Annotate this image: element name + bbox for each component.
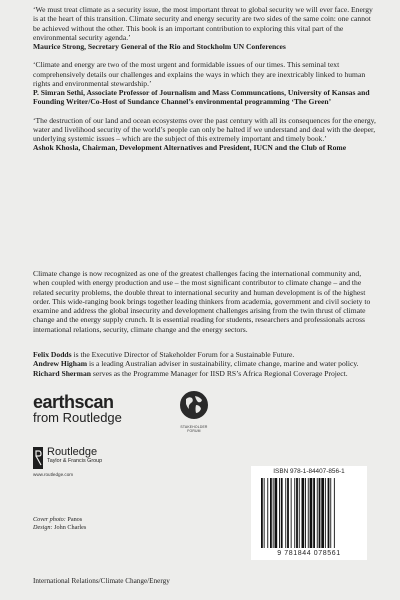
routledge-name: Routledge (47, 446, 98, 458)
stakeholder-forum-caption: STAKEHOLDER FORUM (180, 425, 208, 433)
cover-photo-label: Cover photo: (33, 516, 66, 523)
isbn-text: ISBN 978-1-84407-856-1 (273, 468, 345, 475)
endorsement-quote: ‘We must treat climate as a security issue, the most important threat to global security we will ever face. Energy is at the heart of this transition. Climate security and energy security are two sides of the same coin: one cannot be achieved without the other. This book is an important contribution to exploring this vital part of the environmental security agenda.’ (33, 5, 373, 42)
author-bio: is a leading Australian adviser in sustainability, climate change, marine and water policy. (87, 359, 359, 369)
endorsements (33, 5, 379, 162)
stakeholder-forum-logo (178, 390, 210, 438)
earthscan-from-routledge: from Routledge (33, 410, 122, 425)
barcode-digits: 9 781844 078561 (277, 550, 341, 557)
earthscan-logo (33, 393, 153, 425)
subject-category: International Relations/Climate Change/Energy (33, 577, 170, 585)
routledge-group: Taylor & Francis Group (47, 458, 103, 464)
credits (33, 516, 86, 532)
author-name: Andrew Higham (33, 359, 88, 369)
author-name: Felix Dodds (33, 350, 72, 359)
author-name: Richard Sherman (33, 368, 92, 378)
endorsement-3 (33, 116, 379, 153)
design-value: John Charles (54, 524, 87, 532)
design-label: Design: (33, 524, 53, 532)
endorsement-quote: ‘The destruction of our land and ocean ecosystems over the past century with all its consequences for the energy, water and livelihood security of the world’s people can only be halted if we understand and deal with the deeper, underlying systemic issues – which are the subject of this extremely important and timely book.’ (33, 115, 376, 143)
endorsement-attribution: P. Simran Sethi, Associate Professor of Journalism and Mass Communcations, University of Kansas and Founding Writer/Co-Host of Sundance Channel’s environmental programming ‘The Green’ (33, 88, 370, 107)
author-bio: serves as the Programme Manager for IISD RS’s Africa Regional Coverage Project. (91, 368, 348, 378)
endorsement-1 (33, 5, 379, 51)
endorsement-attribution: Ashok Khosla, Chairman, Development Alternatives and President, IUCN and the Club of Rome (33, 143, 347, 153)
cover-photo-value: Panos (67, 516, 83, 523)
globe-icon (179, 390, 209, 420)
endorsement-2 (33, 60, 379, 106)
book-description: Climate change is now recognized as one of the greatest challenges facing the international community and, when coupled with energy production and use – the most significant contributor to climate change – and the related security problems, the double threat to international security and human development is of the highest order. This wide-ranging book brings together leading thinkers from academia, government and civil society to examine and address the global insecurity and development challenges arising from the twin thrust of climate change and the energy supply crunch. It is essential reading for students, researchers and professionals across international relations, security, climate change and the energy sectors. (33, 269, 371, 334)
routledge-url: www.routledge.com (33, 472, 74, 477)
author-bios (33, 350, 379, 378)
routledge-r-icon (33, 447, 43, 469)
author-bio: is the Executive Director of Stakeholder Forum for a Sustainable Future. (71, 350, 295, 359)
isbn-barcode (251, 466, 367, 560)
endorsement-quote: ‘Climate and energy are two of the most urgent and formidable issues of our times. This seminal text comprehensively details our challenges and explains the ways in which they are inextricably linked to human rights and environmental stewardship.’ (33, 60, 366, 88)
endorsement-attribution: Maurice Strong, Secretary General of the Rio and Stockholm UN Conferences (33, 42, 286, 51)
routledge-logo (33, 446, 173, 477)
barcode-bars (259, 478, 359, 550)
earthscan-wordmark: earthscan (33, 392, 114, 412)
